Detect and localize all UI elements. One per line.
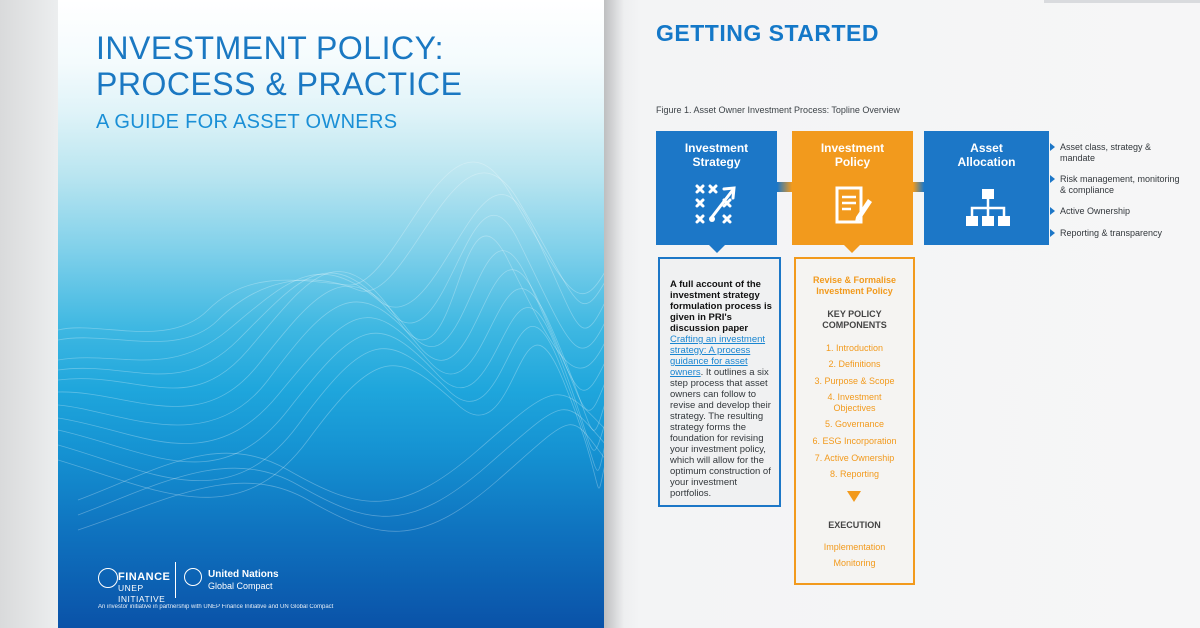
execution-label: EXECUTION bbox=[828, 520, 881, 530]
book-gutter-shadow bbox=[604, 0, 624, 628]
cover-title bbox=[96, 30, 462, 102]
box2-pointer bbox=[844, 245, 860, 253]
arrow-right-icon bbox=[1050, 229, 1055, 237]
policy-panel bbox=[794, 257, 915, 585]
cover-art bbox=[58, 0, 606, 628]
strategy-play-icon bbox=[694, 183, 740, 229]
arrow-right-icon bbox=[1050, 207, 1055, 215]
box2-title-line1: Investment bbox=[820, 141, 885, 155]
execution-item: Implementation bbox=[823, 542, 886, 552]
document-pen-icon bbox=[834, 185, 874, 227]
component-list bbox=[796, 343, 913, 480]
logo-finance-text: FINANCE bbox=[118, 571, 171, 583]
logo-gc-text: Global Compact bbox=[208, 581, 273, 591]
crafting-strategy-link[interactable]: Crafting an investment strategy: A process guidance for asset owners bbox=[670, 334, 766, 378]
list-item: 4. Investment bbox=[827, 392, 882, 402]
box2-title-line2: Policy bbox=[834, 155, 871, 169]
policy-heading-line1: Revise & Formalise bbox=[812, 275, 897, 285]
logo-unep-text: UNEP INITIATIVE bbox=[118, 583, 166, 604]
list-item: 1. Introduction bbox=[825, 343, 884, 353]
arrow-right-icon bbox=[1050, 143, 1055, 151]
investment-policy-box bbox=[792, 131, 913, 245]
figure-caption: Figure 1. Asset Owner Investment Process: Topline Overview bbox=[656, 105, 900, 115]
list-item: 6. ESG Incorporation bbox=[812, 436, 897, 446]
key-line1: KEY POLICY bbox=[827, 309, 882, 319]
box3-title-line1: Asset bbox=[970, 141, 1003, 155]
logo-note: An investor initiative in partnership with UNEP Finance Initiative and UN Global Compact bbox=[98, 604, 334, 610]
strategy-panel bbox=[658, 257, 781, 507]
org-chart-icon bbox=[964, 187, 1012, 229]
list-item: Objectives bbox=[833, 403, 876, 413]
strategy-panel-text: . It outlines a six step process that asset owners can follow to revise and develop their strategy. The resulting strategy forms the foundation for revising your investment policy, which will allow for the optimum construction of your investment portfolios. bbox=[670, 367, 771, 499]
connector-2 bbox=[913, 182, 924, 192]
arrow-right-icon bbox=[1050, 175, 1055, 183]
key-line2: COMPONENTS bbox=[822, 320, 887, 330]
un-globe-icon bbox=[184, 568, 202, 586]
investment-strategy-box bbox=[656, 131, 777, 245]
page-heading: GETTING STARTED bbox=[656, 20, 880, 46]
box1-pointer bbox=[709, 245, 725, 253]
cover-subtitle: A GUIDE FOR ASSET OWNERS bbox=[96, 111, 398, 133]
page-edge bbox=[0, 0, 58, 628]
execution-item: Monitoring bbox=[833, 558, 876, 568]
logo-un-text: United Nations bbox=[208, 569, 279, 580]
policy-heading-line2: Investment Policy bbox=[816, 286, 893, 296]
strategy-panel-bold: A full account of the investment strategy formulation process is given in PRI's discussion paper bbox=[670, 279, 772, 334]
inner-page: GETTING STARTED Figure 1. Asset Owner Investment Process: Topline Overview Investment Strategy Investment Policy Asset Allocation Asset class, strategy & mandate Risk management, monitoring & compliance Active Ownership Reporting & transparency A full account of the investment strategy formulation process is given in PRI's discussion paper Crafting an investment strategy: A process guidance for asset owners. It outlines a six step process that asset owners can follow to revise and develop their strategy. The resulting strategy forms the foundation for revising your investment policy, which will allow for the optimum construction of your investment portfolios. Revise & Formalise Investment Policy KEY POLICY COMPONENTS 1. Introduction 2. Definitions 3. Purpose & Scope 4. Investment Objectives 5. Governance 6. ESG Incorporation 7. Active Ownership 8. Reporting EXECUTION Implementation Monitoring bbox=[604, 0, 1200, 628]
cover-title-line2: PROCESS & PRACTICE bbox=[96, 66, 463, 102]
logo-divider bbox=[175, 562, 176, 598]
list-item: 8. Reporting bbox=[829, 469, 880, 479]
asset-allocation-box bbox=[924, 131, 1049, 245]
page-header-strip bbox=[1044, 0, 1200, 3]
list-item: 5. Governance bbox=[824, 419, 885, 429]
unep-fi-logo bbox=[98, 562, 172, 604]
down-triangle-icon bbox=[847, 491, 861, 502]
list-item: 7. Active Ownership bbox=[814, 453, 895, 463]
globe-icon bbox=[98, 568, 118, 588]
box3-title-line2: Allocation bbox=[957, 155, 1016, 169]
cover-title-line1: INVESTMENT POLICY: bbox=[96, 30, 445, 66]
list-item: 2. Definitions bbox=[828, 359, 881, 369]
list-item: 3. Purpose & Scope bbox=[814, 376, 895, 386]
box1-title-line2: Strategy bbox=[692, 155, 741, 169]
box1-title-line1: Investment bbox=[684, 141, 749, 155]
connector-1 bbox=[777, 182, 792, 192]
policy-panel-heading bbox=[796, 275, 913, 297]
key-components-heading bbox=[796, 309, 913, 331]
